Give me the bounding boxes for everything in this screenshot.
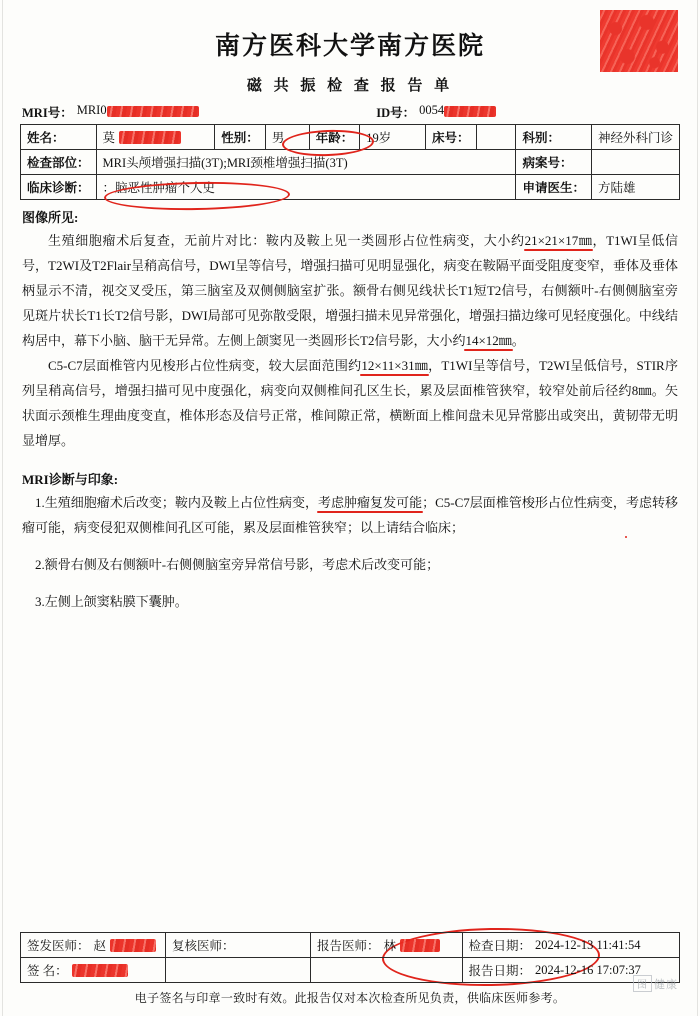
record-number-label: 病案号： (516, 150, 592, 175)
record-number-value (591, 150, 679, 175)
list-item: 1.生殖细胞瘤术后改变；鞍内及鞍上占位性病变，考虑肿瘤复发可能；C5-C7层面椎管梭形占位性病变，考虑转移瘤可能，病变侵犯双侧椎间孔区可能，累及层面椎管狭窄；以上请结合临床； (22, 495, 678, 535)
age-label: 年龄： (309, 125, 360, 150)
table-row (21, 958, 680, 983)
exam-site-value: MRI头颅增强扫描(3T);MRI颈椎增强扫描(3T) (96, 150, 516, 175)
issuing-doctor-label: 签发医师： (27, 939, 90, 953)
impression-highlight-2: 考虑转移瘤可能 (22, 495, 678, 535)
sex-label: 性别： (215, 125, 266, 150)
footer-note: 电子签名与印章一致时有效。此报告仅对本次检查所见负责，供临床医师参考。 (134, 991, 566, 1005)
hospital-name: 南方医科大学南方医院 (214, 33, 485, 60)
findings-title: 图像所见: (22, 210, 79, 225)
issuing-doctor-value: 赵 (93, 939, 107, 953)
reporting-doctor-value: 林 (383, 939, 396, 953)
list-item: 3.左侧上颌窦粘膜下囊肿。 (35, 594, 188, 609)
clinical-diagnosis-label: 临床诊断： (21, 175, 97, 200)
watermark (633, 975, 678, 992)
impression-list (22, 490, 678, 614)
review-doctor-label: 复核医师： (171, 939, 235, 953)
signature-table (20, 932, 680, 983)
table-row (21, 125, 680, 150)
signature-cell (21, 958, 166, 983)
findings-measure-3: 12×11×31㎜ (361, 358, 429, 373)
impression-title: MRI诊断与印象: (22, 472, 119, 487)
patient-id-value: 0054 (419, 103, 496, 121)
redacted-mri-number (107, 106, 199, 117)
redacted-name (119, 131, 181, 144)
requesting-doctor-value: 方陆雄 (591, 175, 679, 200)
department-value: 神经外科门诊 (591, 125, 679, 150)
report-footer (20, 932, 680, 1006)
signature-label: 签 名： (27, 964, 68, 978)
findings-paragraph-1: 生殖细胞瘤术后复查，无前片对比：鞍内及鞍上见一类圆形占位性病变，大小约21×21×17㎜，T1WI呈低信号，T2WI及T2Flair呈稍高信号，DWI呈等信号，增强扫描可见明显强化，病变在鞍隔平面受阻度变窄，垂体及垂体柄显示不清，视交叉受压，第三脑室及双侧侧脑室扩张。额骨右侧见线状长T1短T2信号，右侧额叶-右侧侧脑室旁见斑片状长T1长T2信号影，DWI局部可见弥散受限，增强扫描未见异常强化，增强扫描边缘可见轻度强化。中线结构居中，幕下小脑、脑干无异常。左侧上颌窦见一类圆形长T2信号影，大小约14×12㎜。 (22, 233, 678, 348)
findings-paragraph-2: C5-C7层面椎管内见梭形占位性病变，较大层面范围约12×11×31㎜，T1WI呈等信号，T2WI呈低信号，STIR序列呈稍高信号，增强扫描可见中度强化，病变向双侧椎间孔区生长，累及层面椎管狭窄，较窄处前后径约8㎜。矢状面示颈椎生理曲度变直，椎体形态及信号正常，椎间隙正常，横断面上椎间盘未见异常膨出或突出，黄韧带无明显增厚。 (22, 358, 678, 448)
redacted-issuing-doctor (110, 939, 156, 952)
exam-date-label: 检查日期： (468, 939, 532, 953)
redacted-hospital-logo-icon (600, 10, 678, 72)
sex-value: 男 (265, 125, 309, 150)
redacted-reporting-doctor (400, 939, 440, 952)
patient-id-label: ID号： (376, 106, 416, 120)
list-item: 2.额骨右侧及右侧额叶-右侧侧脑室旁异常信号影，考虑术后改变可能； (35, 557, 440, 572)
patient-id-field (376, 103, 678, 121)
reporting-doctor-label: 报告医师： (316, 939, 380, 953)
requesting-doctor-label: 申请医生： (516, 175, 592, 200)
exam-site-label: 检查部位： (21, 150, 97, 175)
signature-blank-2 (310, 958, 462, 983)
table-row (21, 150, 680, 175)
report-date-value: 2024-12-16 17:07:37 (535, 962, 641, 977)
issuing-doctor-cell (21, 933, 166, 958)
patient-info-table (20, 124, 680, 200)
findings-measure-1: 21×21×17㎜ (524, 233, 593, 248)
age-value: 19岁 (360, 125, 426, 150)
page-edge-left (2, 0, 3, 1016)
reporting-doctor-cell (310, 933, 462, 958)
redacted-signature (72, 964, 128, 977)
redacted-patient-id (444, 106, 496, 117)
table-row (21, 175, 680, 200)
bed-value (476, 125, 516, 150)
mri-number-value: MRI0 (77, 103, 199, 121)
table-row (21, 933, 680, 958)
review-doctor-cell (165, 933, 310, 958)
mri-number-field (22, 103, 376, 121)
findings-measure-2: 14×12㎜ (465, 333, 512, 348)
bed-label: 床号： (426, 125, 477, 150)
exam-date-cell (462, 933, 680, 958)
id-row (20, 103, 680, 124)
signature-blank-1 (165, 958, 310, 983)
mri-number-label: MRI号： (22, 106, 73, 120)
watermark-box: 图 (633, 975, 652, 992)
name-value: 莫 (96, 125, 215, 150)
report-date-label: 报告日期： (468, 964, 532, 978)
clinical-diagnosis-value: ：脑恶性肿瘤个人史 (96, 175, 516, 200)
department-label: 科别： (516, 125, 592, 150)
name-label: 姓名： (21, 125, 97, 150)
page-title: 磁 共 振 检 查 报 告 单 (246, 78, 454, 94)
page-edge-right (697, 0, 698, 1016)
watermark-text: 健康 (654, 979, 678, 991)
exam-date-value: 2024-12-13 11:41:54 (535, 937, 641, 952)
impression-highlight-1: 考虑肿瘤复发可能 (318, 495, 423, 510)
